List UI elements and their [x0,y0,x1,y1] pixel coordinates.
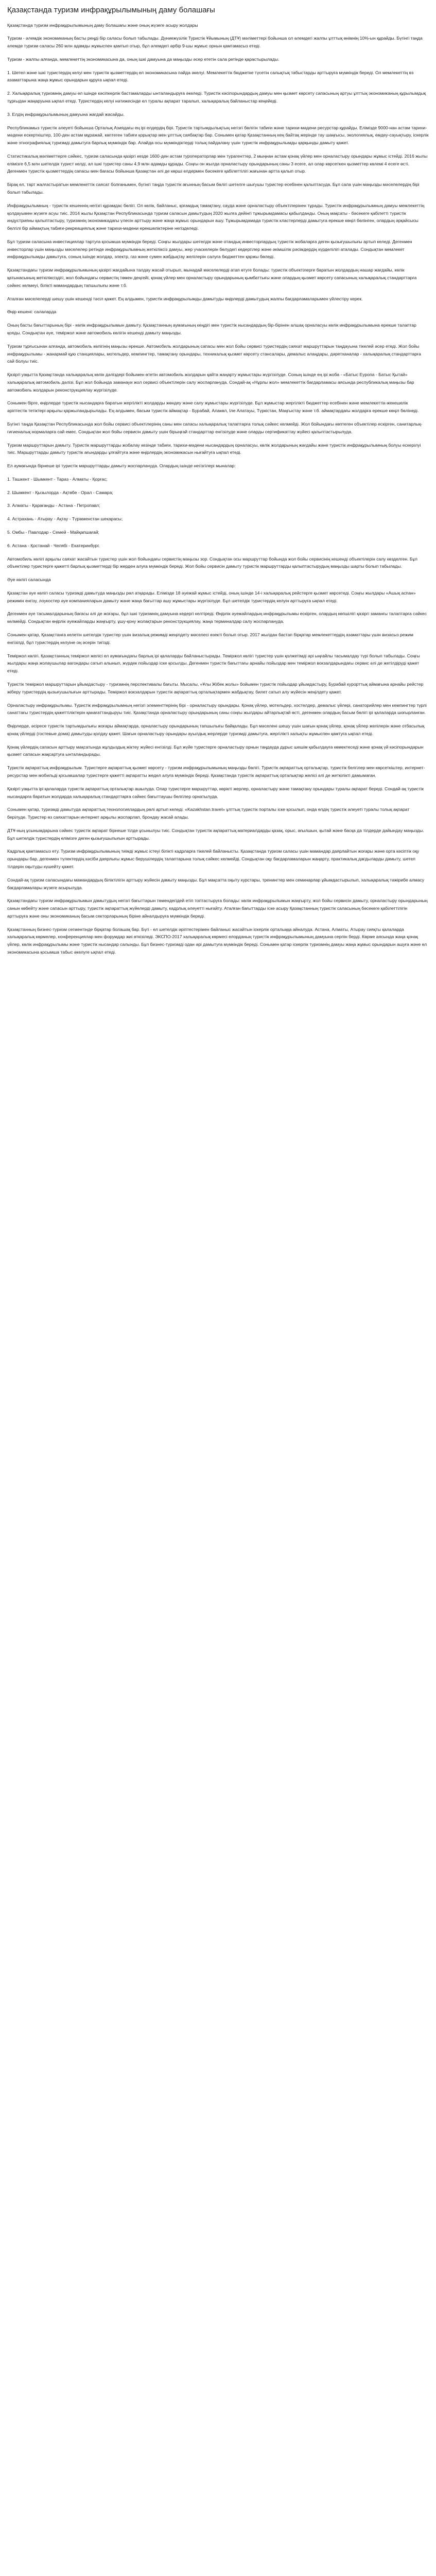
route-list-item: 6. Астана - Қостанай - Челябі - Екатеринбург. [7,543,100,548]
paragraph: Сондай-ақ туризм саласындағы мамандардың біліктілігін арттыру жүйесін дамыту маңызды. Бұл мақсатта оқыту курстары, тренингтер мен семинарлар ұйымдастырылып, халықаралық тәжірибе алмасу бағдарламалары жүзеге асырылуда. [7,877,425,890]
paragraph: Қонақ үйлердің сапасын арттыру мақсатында жұлдыздық жіктеу жүйесі енгізілді. Бұл жүйе туристерге орналастыру орнын таңдауда дұрыс шешім қабылдауға көмектеседі және қонақ үй кәсіпорындарын қызмет сапасын жақсартуға ынталандырады. [7,744,424,757]
paragraph: 2. Халықаралық туризмнің дамуы ел ішінде кәсіпкерлік бастамаларды ынталандыруға әкеледі. Туристік кәсіпорындардың дамуы мен қызмет көрсету сапасының артуы ұлттық экономиканың құрылымдық тұрғыдан жаңаруына ықпал етеді. Туристердің келуі нәтижесінде ел туралы ақпарат таралып, халықаралық байланыстар кеңейеді. [7,91,426,104]
paragraph: Оның басты бағыттарының бірі - көлік инфрақұрылымын дамыту. Қазақстанның аумағының кеңдігі мен туристік нысандардың бір-бірінен алшақ орналасуы көлік инфрақұрылымына ерекше талаптар қояды. Сондықтан әуе, теміржол және автомобиль көлігін кешенді дамыту маңызды. [7,323,416,335]
paragraph: Инфрақұрылымның - туристік кешеннің негізгі құрамдас бөлігі. Ол көлік, байланыс, қоғамдық тамақтану, сауда және орналастыру объектілерінен тұрады. Туристік инфрақұрылымның дамуы мемлекеттің қолдауымен жүзеге асуы тиіс. 2014 жылы Қазақстан Республикасында туризм саласын дамытудың 2020 жылға дейінгі тұжырымдамасы қабылданды. Оның мақсаты - бәсекеге қабілетті туристік индустрияны қалыптастыру, туризмнің экономикадағы үлесін арттыру және жаңа жұмыс орындарын ашу. Тұжырымдамада туристік кластерлерді дамытуға ерекше көңіл бөлінген, олардың әрқайсысы белгілі бір аймақтың табиғи-рекреациялық және тарихи-мәдени ерекшеліктеріне негізделеді. [7,202,425,231]
paragraph: Бірақ ел, тарт жалғастыратын мемлекеттік саясат болғанымен, бүгінгі таңда туристік ағынның басым бөлігі шетелге шығушы туристер есебінен қалыптасуда. Бұл сала үшін маңызды мәселелердің бірі болып табылады. [7,182,420,195]
paragraph: Республикамыз туристік әлеуеті бойынша Орталық Азиядағы ең ірі елдердің бірі. Туристік тартымдылықтың негізгі бөлігін табиғи және тарихи-мәдени ресурстар құрайды. Елімізде 9000-нан астам тарихи-мәдени ескерткіштер, 100-ден астам мұражай, көптеген табиғи қорықтар мен ұлттық саябақтар бар. Сонымен қатар Қазақстанның кең байтақ жерінде тау шаңғысы, экологиялық, емдеу-сауықтыру, іскерлік және этнографиялық туризмді дамытуға барлық мүмкіндік бар. Алайда осы мүмкіндіктерді толық пайдалану үшін туристік инфрақұрылымды қарқынды дамыту қажет. [7,125,429,146]
paragraph: Бүгінгі таңда Қазақстан Республикасында жол бойы сервисі объектілерінің саны мен сапасы халықаралық талаптарға толық сәйкес келмейді. Жол бойындағы көптеген объектілер ескірген, санитарлық-гигиеналық нормаларға сай емес. Сондықтан жол бойы сервисін дамыту үшін бірыңғай стандарттар енгізілуде және оларды сертификаттау жүйесі қалыптастырылуда. [7,421,423,434]
page-title: Қазақстанда туризм инфрақұрылымының даму болашағы [7,6,215,14]
section-heading: Өңір кешені: салаларда [7,309,57,315]
paragraph: Бұл туризм саласына инвестициялар тартуға қосымша мүмкіндік береді. Соңғы жылдары шетелдік және отандық инвесторлардың туристік жобаларға деген қызығушылығы артып келеді. Дегенмен инвесторлар үшін маңызды мәселелер ретінде инфрақұрылымның жеткіліксіз дамуы, жер учаскелерін бөлудегі кедергілер және әкімшілік рәсімдердің күрделілігі аталады. Сондықтан мемлекет инфрақұрылымды дамытуға, соның ішінде жолдар, электр, газ және сумен жабдықтау желілерін салуға бюджеттен қаржы бөледі. [7,239,412,260]
paragraph: Сонымен бірге, өңірлерде туристік нысандарға баратын жергілікті жолдарды жөндеу және салу жұмыстары жүргізілуде. Бұл жұмыстар жергілікті бюджеттер есебінен және мемлекеттік-жекешелік әріптестік тетіктері арқылы қаржыландырылады. Ең алдымен, басым туристік аймақтар - Бурабай, Алакөл, Іле Алатауы, Түркістан, Маңғыстау және т.б. аймақтардағы жолдарға ерекше көңіл бөлінеді. [7,400,419,414]
paragraph: Кадрлық қамтамасыз ету. Туризм инфрақұрылымының тиімді жұмыс істеуі білікті кадрларға тікелей байланысты. Қазақстанда туризм саласы үшін мамандар даярлайтын жоғары және орта кәсіптік оқу орындары бар, дегенмен түлектердің кәсіби даярлығы жұмыс берушілердің талаптарына толық сәйкес келмейді. Сондықтан оқу бағдарламаларын жаңарту, практикалық дағдыларды дамыту, шетел тілдерін оқытуды күшейту қажет. [7,849,420,869]
paragraph: Өңірлерде, әсіресе туристік тартымдылығы жоғары аймақтарда, орналастыру орындарының тапшылығы байқалады. Бұл мәселені шешу үшін шағын қонақ үйлер, қонақ үйлер желілерін және отбасылық қонақ үйлерді (гостевые дома) дамытуды қолдау қажет. Шағын орналастыру орындары ауылдық жерлерде туризмді дамытуға, жергілікті халықты жұмыспен қамтуға ықпал етеді. [7,723,425,736]
paragraph: Сонымен қатар, Қазақстанға келетін шетелдік туристер үшін визалық режимді жеңілдету мәселесі өзекті болып отыр. 2017 жылдан бастап бірқатар мемлекеттердің азаматтары үшін визасыз режим енгізілді, бұл туристердің келуіне оң әсерін тигізді. [7,632,413,645]
paragraph: Дегенмен әуе тасымалдарының бағасы әлі де жоғары, бұл ішкі туризмнің дамуына кедергі келтіреді. Өңірлік әуежайлардың инфрақұрылымы ескірген, олардың көпшілігі қазіргі заманғы талаптарға сәйкес келмейді. Сондықтан өңірлік әуежайларды жаңғырту, ұшу-қону жолақтарын реконструкциялау, жаңа терминалдар салу жоспарлануда. [7,611,427,624]
article-body [7,22,429,956]
paragraph: Қазіргі уақытта ірі қалаларда туристік ақпараттық орталықтар ашылуда. Олар туристерге маршруттар, көрікті жерлер, орналастыру және тамақтану орындары туралы ақпарат береді. Сондай-ақ туристік нысандарға баратын жолдарда халықаралық стандарттарға сәйкес бағыттаушы белгілер орнатылуда. [7,786,424,799]
paragraph: Қазақстандағы туризм инфрақұрылымының қазіргі жағдайына талдау жасай отырып, мынадай мәселелерді атап өтуге болады: туристік объектілерге баратын жолдардың нашар жағдайы, көлік қатынасының жеткіліксіздігі, жол бойындағы сервистің төмен деңгейі, қонақ үйлер мен орналастыру орындарының қымбаттығы және олардың қызмет көрсету сапасының халықаралық стандарттарға сәйкес келмеуі, білікті мамандардың тапшылығы және т.б. [7,267,417,288]
paragraph: Қазақстан әуе көлігі саласы туризмді дамытуда маңызды рөл атқарады. Елімізде 18 әуежай жұмыс істейді, оның ішінде 14-і халықаралық рейстерге қызмет көрсетеді. Соңғы жылдары «Ашық аспан» режимін енгізу, лоукостер әуе компанияларын дамыту және жаңа бағыттар ашу жұмыстары жүргізілуде. Бұл шетелдік туристердің келуін арттыруға ықпал етеді. [7,590,416,603]
paragraph: Орналастыру инфрақұрылымы. Туристік инфрақұрылымның негізгі элементтерінің бірі - орналастыру орындары. Қонақ үйлер, мотельдер, хостелдер, демалыс үйлері, санаторийлер мен кемпингтер түрлі санаттағы туристердің қажеттіліктерін қанағаттандыруы тиіс. Қазақстанда орналастыру орындарының саны соңғы жылдары айтарлықтай өсті, дегенмен олардың басым бөлігі ірі қалаларда шоғырланған. [7,702,427,716]
paragraph: Туризм маршруттарын дамыту. Туристік маршруттарды жобалау кезінде табиғи, тарихи-мәдени нысандардың орналасуы, көлік жолдарының жағдайы және туристік инфрақұрылымның болуы ескерілуі тиіс. Маршруттарды дамыту туристік ағындарды ұлғайтуға және өңірлердің экономикасын нығайтуға ықпал етеді. [7,442,421,455]
paragraph: Туристік ақпараттық инфрақұрылым. Туристерге ақпараттық қызмет көрсету - туризм инфрақұрылымының маңызды бөлігі. Туристік ақпараттық орталықтар, туристік белгілер мен көрсеткіштер, интернет-ресурстар мен мобильді қосымшалар туристерге қажетті ақпаратты жедел алуға мүмкіндік береді. Қазақстанда туристік ақпараттық орталықтар желісі әлі де жеткілікті дамымаған. [7,765,425,778]
paragraph: Туризм - әлемдік экономиканың басты реңді бір саласы болып табылады. Дүниежүзілік Туристік Ұйымының (ДТҰ) мәліметтері бойынша ол әлемдегі жалпы ұлттық өнімнің 10%-ын құрайды. Бүгінгі таңда әлемде туризм саласы 260 млн адамды жұмыспен қамтып отыр, бұл әлемдегі әрбір 9-шы жұмыс орнын қамтамасыз етеді. [7,36,423,49]
paragraph: Автомобиль көлігі арқылы саяхат жасайтын туристер үшін жол бойындағы сервистің маңызы зор. Сондықтан осы маршруттар бойында жол бойы сервисінің кешенді объектілерін салу көзделген. Бұл объектілер туристерге қажетті барлық қызметтерді бір жерден алуға мүмкіндік береді. Жол бойы сервисін дамыту туристік маршруттарды қалыптастырудың маңызды шарты болып табылады. [7,556,417,569]
paragraph: Туристік теміржол маршруттарын ұйымдастыру - туризмнің перспективалы бағыты. Мысалы, «Ұлы Жібек жолы» бойымен туристік пойыздар ұйымдастыру, Бурабай курорттық аймағына арнайы рейстер жіберу туристердің қызығушылығын арттырады. Теміржол вокзалдарын туристік ақпараттық орталықтармен жабдықтау, билет сатып алу жүйесін жеңілдету қажет. [7,681,424,694]
paragraph: Аталған мәселелерді шешу үшін кешенді тәсіл қажет. Ең алдымен, туристік инфрақұрылымды дамытуды өңірлерді дамытудың жалпы бағдарламаларымен үйлестіру керек. [7,296,363,301]
paragraph: Қазақстандағы туризм инфрақұрылымын дамытудың негізгі бағыттарын төмендегідей етіп топтастыруға болады: көлік инфрақұрылымын жаңғырту, жол бойы сервисін дамыту, орналастыру орындарының санын көбейту және сапасын арттыру, туристік ақпараттық жүйелерді дамыту, кадрлық әлеуетті нығайту. Аталған бағыттарды іске асыру Қазақстанның туристік саласының бәсекеге қабілеттілігін арттыруға және оны экономиканың басым секторларының біріне айналдыруға мүмкіндік береді. [7,898,428,919]
paragraph: Қазақстанның бизнес-туризм сегментінде бірқатар болашақ бар. Бүгі - ел шетелдік әріптестерімен байланыс жасайтын іскерлік орталыққа айналуда. Астана, Алматы, Атырау сияқты қалаларда халықаралық көрмелер, конференциялар мен форумдар жиі өткізіледі. ЭКСПО-2017 халықаралық көрмесі елорданың туристік инфрақұрылымының дамуына серпін берді. Көрме аясында жаңа қонақ үйлер, көлік инфрақұрылымы және туристік нысандар салынды. Бұл бизнес-туризмді одан әрі дамытуға мүмкіндік береді. Сонымен қатар іскерлік туризмнің дамуы жаңа жұмыс орындарын ашуға және ел экономикасына қосымша табыс әкелуге ықпал етеді. [7,926,427,955]
section-heading: Әуе көлігі саласында [7,577,51,583]
route-list-item: 4. Астрахань - Атырау - Ақтау - Түрікменстан шекарасы; [7,516,123,522]
route-list-item: 2. Шымкент - Қызылорда - Ақтөбе - Орал - Самара; [7,489,113,495]
paragraph: Теміржол көлігі. Қазақстанның теміржол желісі ел аумағындағы барлық ірі қалаларды байланыстырады. Теміржол көлігі туристер үшін қолжетімді әрі ыңғайлы тасымалдау түрі болып табылады. Соңғы жылдары жаңа жолаушылар вагондары сатып алынып, жүрдек пойыздар іске қосылды. Дегенмен туристік бағыттағы арнайы пойыздар мен теміржол вокзалдарындағы сервис әлі де жетілдіруді қажет етеді. [7,653,420,674]
paragraph: ДТҰ-ның ұсынымдарына сәйкес туристік ақпарат бірнеше тілде ұсынылуы тиіс. Сондықтан туристік ақпараттық материалдарды қазақ, орыс, ағылшын, қытай және басқа да тілдерде дайындау маңызды. Бұл шетелдік туристердің елімізге деген қызығушылығын арттырады. [7,827,424,841]
document-page [0,0,436,972]
paragraph: Қазіргі уақытта Қазақстанда халықаралық көлік дәліздері бойымен өтетін автомобиль жолдарын қайта жаңарту жұмыстары жүргізілуде. Соның ішінде ең ірі жоба - «Батыс Еуропа - Батыс Қытай» халықаралық автомобиль дәлізі. Бұл жол бойында заманауи жол сервисі объектілерін салу жоспарлануда. Сондай-ақ «Нұрлы жол» мемлекеттік бағдарламасы аясында республикалық маңызы бар автомобиль жолдарын реконструкциялау жүргізілуде. [7,372,414,393]
paragraph: Туризм тұрғысынан алғанда, автомобиль көлігінің маңызы ерекше. Автомобиль жолдарының сапасы мен жол бойы сервисі туристердің саяхат маршруттарын таңдауына тікелей әсер етеді. Жол бойы инфрақұрылымы - жанармай құю станциялары, мотельдер, кемпингтер, тамақтану орындары, техникалық қызмет көрсету стансалары, демалыс алаңдары, дәретханалар - халықаралық стандарттарға сай болуы тиіс. [7,343,421,364]
paragraph: Статистикалық мәліметтерге сәйкес, туризм саласында қазіргі кезде 1600-ден астам туроператорлар мен турагенттер, 2 мыңнан астам қонақ үйлер мен орналастыру орындары жұмыс істейді. 2016 жылы елімізге 6,5 млн шетелдік турист келді, ал ішкі туристер саны 4,9 млн адамды құрады. Соңғы он жылда орналастыру орындарының саны 3 есеге, ал олар көрсеткен қызметтер көлемі 4 есеге өсті. Дегенмен туристік қызметтердің сапасы мен бағасы бойынша Қазақстан әлі де көрші елдермен бәсекеге қабілеттілігі жағынан артта қалып отыр. [7,153,428,174]
paragraph: Ел аумағында бірнеше ірі туристік маршруттарды дамыту жоспарлануда. Олардың ішінде негізгілері мыналар: [7,463,236,469]
paragraph: Қазақстанда туризм инфрақұрылымының даму болашағы және оның жүзеге асыру жолдары [7,22,198,28]
route-list-item: 3. Алматы - Қарағанды - Астана - Петропавл; [7,503,100,509]
route-list-item: 1. Ташкент - Шымкент - Тараз - Алматы - Қорғас; [7,476,108,482]
paragraph: 3. Елдің инфрақұрылымының дамуына жағдай жасайды. [7,111,125,117]
route-list-item: 5. Омбы - Павлодар - Семей - Майқапшағай; [7,530,99,535]
paragraph: Сонымен қатар, туризмді дамытуда ақпараттық технологиялардың рөлі артып келеді. «Kazakhstan.travel» ұлттық туристік порталы іске қосылып, онда елдің туристік әлеуеті туралы толық ақпарат берілуде. Туристер өз саяхаттарын интернет арқылы жоспарлап, брондау жасай алады. [7,807,410,820]
paragraph: Туризм - жалпы алғанда, мемлекеттің экономикасына да, оның ішкі дамуына да маңызды әсер ететін сала ретінде қарастырылады. [7,56,280,62]
paragraph: 1. Шетел және ішкі туристердің келуі мен туристік қызметтердің ел экономикасына пайда әкелуі. Мемлекеттік бюджетке түсетін салықтық табыстарды арттыруға мүмкіндік береді. Ол мемлекеттің өз азаматтарына жаңа жұмыс орындарын құруға ықпал етеді. [7,70,414,83]
